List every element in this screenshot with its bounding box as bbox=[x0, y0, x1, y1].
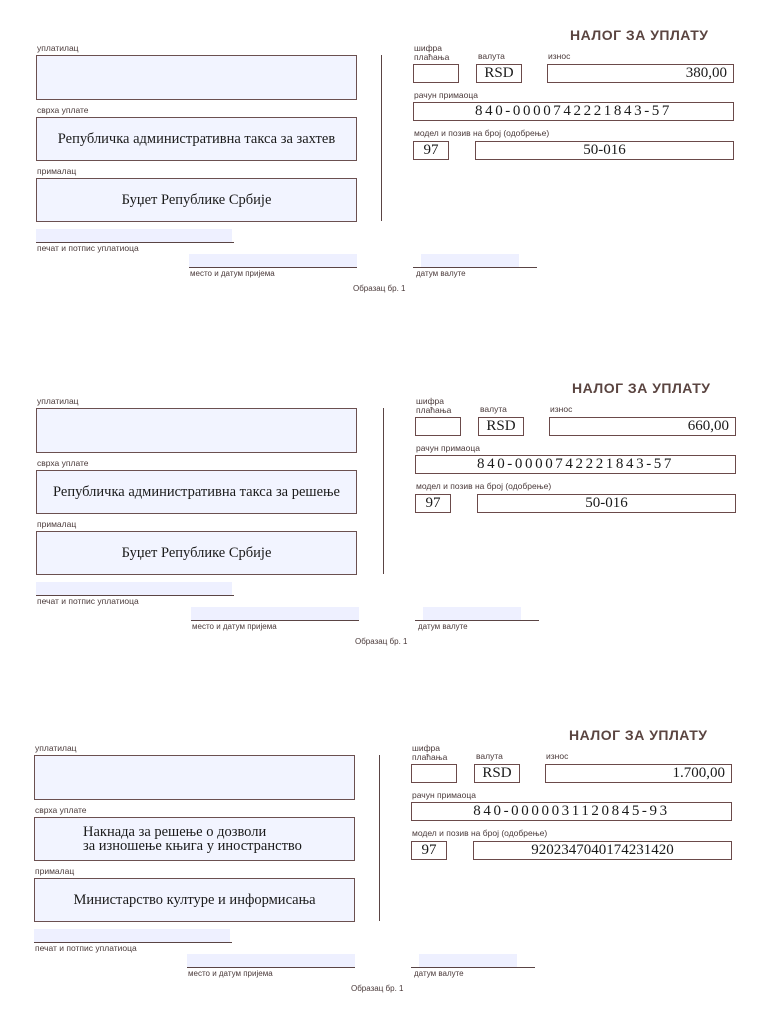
account-field[interactable]: 840-0000031120845-93 bbox=[411, 802, 732, 821]
reference-field[interactable]: 50-016 bbox=[477, 494, 736, 513]
payer-label: уплатилац bbox=[37, 396, 79, 406]
value-date-field[interactable] bbox=[421, 254, 519, 267]
form-number: Образац бр. 1 bbox=[351, 984, 404, 993]
payment-slip-2 bbox=[0, 353, 768, 653]
value-date-label: датум валуте bbox=[414, 969, 464, 978]
purpose-text-line-2: за изношење књига у иностранство bbox=[83, 838, 302, 854]
recipient-field[interactable] bbox=[34, 878, 355, 922]
currency-label: валута bbox=[476, 751, 503, 761]
payment-slip-1 bbox=[0, 0, 768, 300]
payer-field[interactable] bbox=[34, 755, 355, 800]
currency-field[interactable]: RSD bbox=[476, 64, 522, 83]
purpose-field[interactable] bbox=[34, 817, 355, 861]
recipient-label: прималац bbox=[35, 866, 75, 876]
value-date-field[interactable] bbox=[419, 954, 517, 967]
divider-line bbox=[379, 755, 380, 921]
currency-label: валута bbox=[478, 51, 505, 61]
value-date-label: датум валуте bbox=[418, 622, 468, 631]
place-date-label: место и датум пријема bbox=[188, 969, 273, 978]
payer-label: уплатилац bbox=[37, 43, 79, 53]
recipient-field[interactable] bbox=[36, 178, 357, 222]
code-label: шифра плаћања bbox=[414, 43, 450, 62]
signature-label: печат и потпис уплатиоца bbox=[35, 943, 137, 953]
form-number: Образац бр. 1 bbox=[353, 284, 406, 293]
purpose-field[interactable] bbox=[36, 117, 357, 161]
amount-field[interactable]: 1.700,00 bbox=[545, 764, 732, 783]
amount-label: износ bbox=[550, 404, 573, 414]
purpose-text: Републичка административна такса за захтев bbox=[57, 131, 336, 147]
reference-field[interactable]: 9202347040174231420 bbox=[473, 841, 732, 860]
model-ref-label: модел и позив на број (одобрење) bbox=[416, 481, 552, 491]
place-date-label: место и датум пријема bbox=[192, 622, 277, 631]
payer-field[interactable] bbox=[36, 408, 357, 453]
form-title: НАЛОГ ЗА УПЛАТУ bbox=[570, 27, 709, 43]
purpose-label: сврха уплате bbox=[35, 805, 87, 815]
currency-label: валута bbox=[480, 404, 507, 414]
code-label: шифра плаћања bbox=[416, 396, 452, 415]
signature-label: печат и потпис уплатиоца bbox=[37, 243, 139, 253]
payment-slip-3 bbox=[0, 700, 768, 1000]
account-field[interactable]: 840-0000742221843-57 bbox=[413, 102, 734, 121]
form-number: Образац бр. 1 bbox=[355, 637, 408, 646]
recipient-text: Буџет Републике Србије bbox=[121, 545, 272, 561]
code-label: шифра плаћања bbox=[412, 743, 448, 762]
purpose-text: Републичка административна такса за решење bbox=[53, 484, 340, 500]
value-date-field[interactable] bbox=[423, 607, 521, 620]
account-field[interactable]: 840-0000742221843-57 bbox=[415, 455, 736, 474]
model-field[interactable]: 97 bbox=[411, 841, 447, 860]
payer-label: уплатилац bbox=[35, 743, 77, 753]
recipient-field[interactable] bbox=[36, 531, 357, 575]
payment-code-field[interactable] bbox=[411, 764, 457, 783]
place-date-field[interactable] bbox=[191, 607, 359, 620]
account-label: рачун примаоца bbox=[412, 790, 476, 800]
purpose-text-line-1: Накнада за решење о дозволи bbox=[83, 824, 267, 840]
account-label: рачун примаоца bbox=[414, 90, 478, 100]
recipient-text: Буџет Републике Србије bbox=[121, 192, 272, 208]
divider-line bbox=[383, 408, 384, 574]
account-label: рачун примаоца bbox=[416, 443, 480, 453]
form-title: НАЛОГ ЗА УПЛАТУ bbox=[569, 727, 708, 743]
payment-code-field[interactable] bbox=[413, 64, 459, 83]
place-date-label: место и датум пријема bbox=[190, 269, 275, 278]
model-ref-label: модел и позив на број (одобрење) bbox=[412, 828, 548, 838]
recipient-label: прималац bbox=[37, 166, 77, 176]
payment-code-field[interactable] bbox=[415, 417, 461, 436]
signature-field[interactable] bbox=[36, 229, 232, 242]
purpose-label: сврха уплате bbox=[37, 105, 89, 115]
place-date-field[interactable] bbox=[189, 254, 357, 267]
amount-field[interactable]: 380,00 bbox=[547, 64, 734, 83]
reference-field[interactable]: 50-016 bbox=[475, 141, 734, 160]
value-date-label: датум валуте bbox=[416, 269, 466, 278]
signature-field[interactable] bbox=[34, 929, 230, 942]
amount-label: износ bbox=[546, 751, 569, 761]
amount-field[interactable]: 660,00 bbox=[549, 417, 736, 436]
recipient-label: прималац bbox=[37, 519, 77, 529]
recipient-text: Министарство културе и информисања bbox=[73, 892, 316, 908]
divider-line bbox=[381, 55, 382, 221]
currency-field[interactable]: RSD bbox=[474, 764, 520, 783]
model-field[interactable]: 97 bbox=[415, 494, 451, 513]
payer-field[interactable] bbox=[36, 55, 357, 100]
signature-label: печат и потпис уплатиоца bbox=[37, 596, 139, 606]
currency-field[interactable]: RSD bbox=[478, 417, 524, 436]
amount-label: износ bbox=[548, 51, 571, 61]
purpose-field[interactable] bbox=[36, 470, 357, 514]
purpose-label: сврха уплате bbox=[37, 458, 89, 468]
model-ref-label: модел и позив на број (одобрење) bbox=[414, 128, 550, 138]
form-title: НАЛОГ ЗА УПЛАТУ bbox=[572, 380, 711, 396]
place-date-field[interactable] bbox=[187, 954, 355, 967]
model-field[interactable]: 97 bbox=[413, 141, 449, 160]
signature-field[interactable] bbox=[36, 582, 232, 595]
